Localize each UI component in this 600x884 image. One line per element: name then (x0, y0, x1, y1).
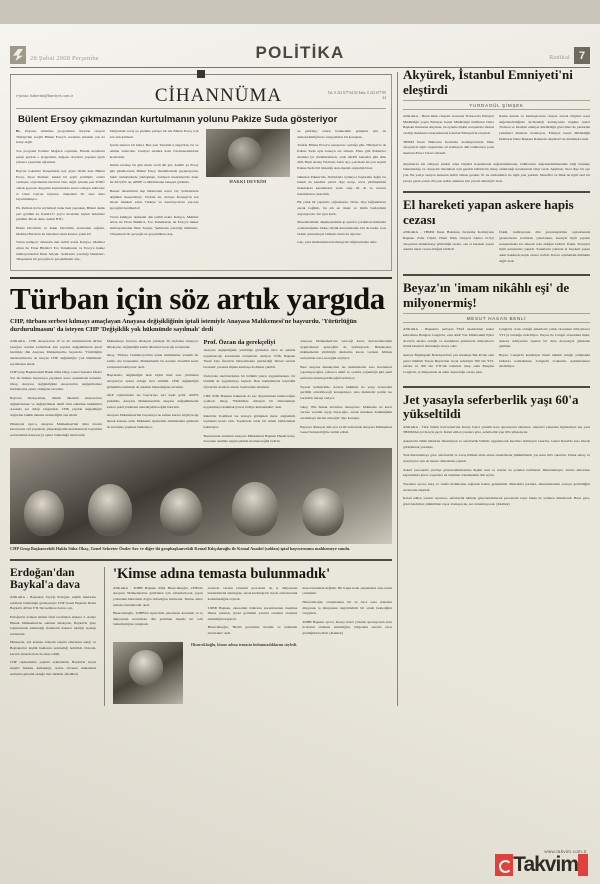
cihannuma-column-2 (110, 129, 199, 266)
chp-photo-caption: CHP Grup Başkanvekili Hakkı Süha Okay, Genel Sekreter Önder Sav ve diğer iki grupbaşkanvekili Kemal Kılıçdaroğlu ile Kemal Anadol (soldan) iptal başvurusunu mahkemeye sundu. (10, 545, 351, 551)
main-col2-text: Mahkemeye başvuru dilekçesi yaklaşık 30 sayfadan oluşuyor. Dilekçede, değişikliğin kamu düzenini bozacağı savunuldu. Okay, 'Türkiye Cumhuriyeti'nin temel niteliklerine yönelik bir saldırı söz konusudur. Mahkemenin bu konuda öncelikli karar vermesini bekliyoruz' dedi. Başvuruda, değişikliğin hem biçim hem esas yönünden Anayasa'ya aykırı olduğu ileri sürüldü. CHP, değişikliğin görüşülme usulünde de sakatlık bulunduğunu savundu. AKP cephesinden ise başvuruya sert tepki geldi. AKP'li yetkililer, Anayasa Mahkemesi'nin anayasa değişikliklerini sadece şekil yönünden denetleyebileceğini hatırlattı. Anayasa Mahkemesi'nin başvuruyu ne zaman karara bağlayacağı merak konusu oldu. Mahkeme üyelerinin önümüzdeki günlerde ön inceleme yapması bekleniyor. (106, 338, 199, 429)
main-headline: Türban için söz artık yargıda (10, 280, 385, 316)
masthead (10, 24, 590, 64)
right-story-3-full: ANKARA - Türk Silahlı Kuvvetleri'nin Kuzey Irak'a yönelik kara operasyonu sürerken, askerleri yakından ilgilendiren beş yasa TBMM'den jet hızıyla geçti. Kabul edilen yasalara göre, seferberlik yaşı 60'a yükselecek. Askerlerin özlük haklarını düzenleyen ve seferberlik hâlinde uygulanacak kuralları belirleyen tasarılar, Genel Kurul'da kısa sürede görüşülerek yasalaştı. Yeni düzenlemeye göre, seferberlik ve savaş hâlinde silah altına alınabilecek yükümlülerin yaş sınırı 60'a çıkarıldı. Yedek subay ve astsubaylar için de benzer düzenleme yapıldı. Askeri personelin yurtdışı görevlendirmelerine ilişkin usul ve esaslar da yeniden belirlendi. Düzenlemeyle, terörle mücadele kapsamında görev yapanlara ek tazminat ödenmesinin önü açıldı. Yasalarla ayrıca, harp ve vazife malullerine sağlanan haklar genişletildi. Muhalefet partileri, düzenlemelerin aceleye getirildiğini savunarak eleştirdi. Kabul edilen yasalar uyarınca, seferberlik hâlinde görevlendirilecek personelin rapor hakkı da yeniden düzenlendi. Buna göre, görevlendirilen yükümlüler rapor alamayacak, not tutulamayacak. (Radikal) (403, 424, 590, 506)
chp-delegation-photo (10, 448, 392, 544)
cihannuma-column-3 (204, 129, 293, 266)
cihannuma-col1-text: Bu, Pegasus Atlantika programının meydan okuyan Türkiye'nin sevgili Bülent Ersoy'u savunma izlemek çok da kolay değil. Son programı Perihan Mağden soyunma, Hanım kızımızın pasajı geçiren o programda, değişen olayların yaşanan şeyin yanısıra yaşanılan öğrenilen. Bayrını bakalım! Kanşımızda ben şöyle bildik hale Bülent Ersoy, diyor Perihan; hakkii bir şeyin yermiştir; ortada varmıştır, söylememiz mecburi olan, değil, içinden pek TÜRÜ olarak geçecek duygulan başlarımıkan sınıra somaya; kahveyiz ci Uzun bayrını bayrınız, makaleler bir anse daha bayrımlamışca. Eh, Perihan da bu söylemeyi bunu beni yaparken, Bülent dedik yeri gördüm ki, KatüLLÜ yeyca inceleme başlatı haberiniz gördüm. Bu ek daha, dedim BTÜ. Hakkı Devrim'in ve hakkı Devrim'in arasındaki sağlıklı, Mehmet Barlas'ın bu kanaldan tanıtı kanaat, yazık ki! Vurun kulüpçe! demesini dek tarihli nokta Kanyya, Mehmet Altan ile Ertan Bildik'ci Ece Temelkuran ve Ersoy'u hukuz bulmayanlardan İlhan Selçuk, 'Şehirlerin yazarlığı bizimden', 'Oluşanındı bir gerçeğin öz gerçekliktem olaş- (16, 129, 105, 262)
newspaper-page (0, 24, 600, 884)
right-story-0 (403, 68, 590, 184)
main-story-rule (10, 277, 392, 279)
right-story-3 (403, 393, 590, 508)
page-body (10, 68, 590, 706)
right-rule-1 (403, 274, 590, 276)
bottom-strip-rule (10, 559, 392, 561)
main-column-1 (10, 339, 102, 448)
tobb-photo-caption: Hisarcıklıoğlu, kimse adına temasta bulunmadıklarını söyledi. (191, 641, 298, 647)
bottom-story-erdogan (10, 567, 96, 706)
right-byline-0: YURDAGÜL ŞİMŞEK (403, 100, 590, 110)
cihannuma-header (16, 75, 386, 107)
right-story-2-col-b: Cengiz'in ortak olduğu şirketlerin yıllık cirosunun milyonlarca YTL'yi bulduğu belirtiliyor. Beyaz ile Cengiz arasındaki ilişki, Ankara Adliyesi'ne taşınan bir dava dosyasıyla gündeme gelmişti. Beyaz, Cengiz'in kendisiyle imam nikâhlı olduğu yönündeki iddiaları reddederken, Cengiz'in avukatları açıklamalarını sürdürüyor. (499, 327, 590, 369)
tobb-column-2 (208, 586, 298, 640)
main-col4-text: Anayasa Mahkemesi'nin vereceği karar, üniversitelerdeki uygulamanın geleceğini de belirleyecek. Hukukçular, mahkemenin yürürlüğü durdurma kararı vermesi hâlinde serbestinin sona ereceğini söylüyor. Bazı anayasa hukukçuları ise mahkemenin esas incelemesi yapamayacağını, yalnızca teklif ve oylama çoğunluğu gibi şekil şartlarını denetleyebileceğini belirtiyor. Siyaset kulislerinde, kararın hükümet ile yargı arasındaki gerilimi artırabileceği konuşuluyor. Ana muhalefet partisi ise kararlılık mesajı veriyor. Okay, 'Biz hukuk devletine inanıyoruz. Mahkeme ne karar verirse verelim saygı duyacağız, ancak hukukun üstünlüğünü savunmaya devam edeceğiz' diye konuştu. Başvuru dilekçesi dün saat 14.00 sıralarında Anayasa Mahkemesi Genel Sekreterliği'ne teslim edildi. (300, 338, 393, 435)
right-zone (403, 68, 590, 706)
right-story-1-col-a: ANKARA - TBMM İnsan Haklarını İnceleme Komisyonu Başkanı Zafer Üskül, Hrant Dink cinayeti zanlısı O.S'yi cinayetten mahkemeye götürdüğü sırada, ona el hareketi yapan askerin hapis cezası aldığını bildirdi. (403, 230, 494, 252)
cihannuma-kicker: Bülent Ersoy çıkmazından kurtulmanın yolunu Pakize Suda gösteriyor (18, 114, 338, 125)
right-rule-0 (403, 191, 590, 193)
watermark-accent-block (578, 854, 588, 876)
cihannuma-col3-text: ne getirmiş; obarış hareketinin gelişmez için de demokratikliğini ne vazgeçilmez bir konuşlan- Tarafın Bülent Ersoy'u sunuyoruz açıldığı gün, Hürriyet'te de Pakize Suda aynı konuyu ele almıştı. Emre gibi Pakize'ler mutlaka iyi çözümlenirken; onda AKP'li bakanlar gibi silik dilli, Beşir Atalay Yıldırım, Zafer Ayı, çok msan bir parı suçum Pakize Suda biri imzalığa atan-mesini okuyalım bizar. Okurken Pakize'nin, öbürleriyle uymuyor başlarıma değin bu hanım da kendine çıktı'n diye sorup, sorra yürütüşümüz inanmakda kendilerden zorlu olup bir de ve sonucu kalemlerden çıkaralım. Bir yıllık bir yaptırım, çağlamazda, 'Orası- diye bağlanıldı'en ancak bağlıklı, bu eth en tinsiz ve üstün bazlardamı dayanıyordu. Siz aynı kaldı. Meselelerimizi, düşünçelerimiz-ıp açılırlar yorumlara üstünden oyunsanlığımız birkaç büyük kusanımızdan biri de budur. Çok iddialı göstermeyiz bilmem, birincisi diyoruz. Güç, yani ibrimallerden herhangi biri diğerlerinden daha (297, 129, 386, 245)
main-column-4 (300, 339, 392, 448)
publication-date: 28 Şubat 2008 Perşembe (30, 55, 99, 62)
takvim-watermark (495, 854, 588, 876)
main-deck: CHP, türbanı serbest kılmayı amaçlayan Anayasa değişikliğinin iptali istemiyle Anayasa Mahkemesi'ne başvurdu. 'Yürürlüğün durdurulmasını' da isteyen CHP 'Değişiklik yok hükmünde sayılmalı' dedi (10, 317, 357, 334)
tobb-headline: 'Kimse adına temasta bulunmadık' (113, 565, 331, 582)
bottom-strip (10, 567, 392, 706)
left-zone (10, 68, 392, 706)
cihannuma-column-4 (297, 129, 386, 266)
tobb-col2-text: arasında varılan izlenimi protokolü ile iş dünyasının beklentilerini anlattığını, ancak herhangi bir siyasi arabuluculuk üstlenmediğini söyledi. TOBB Başkanı, ekonomik istikrarın korunmasının önemine dikkat çekerek, siyasi gerilimin yatırım ortamını olumsuz etkilediğini kaydetti. Hisarcıklıoğlu, 'Bizim görevimiz üretimi ve istihdamı artırmaktır' dedi. (207, 585, 298, 636)
watermark-url: www.takvim.com.tr (544, 849, 587, 854)
erdogan-headline: Erdoğan'dan Baykal'a dava (10, 566, 80, 592)
right-rule-2 (403, 386, 590, 388)
columnist-portrait (206, 129, 290, 177)
erdogan-text: ANKARA - Başbakan Tayyip Erdoğan, kişilik haklarına saldırıda bulunduğu gerekçesiyle CHP Genel Başkanı Deniz Baykal'a 40 bin YTL'lik tazminat davası açtı. Erdoğan'ın avukatı Ahmet Özel tarafından Ankara 2. Asliye Hukuk Mahkemesi'ne sunulan dilekçede, Baykal'ın grup toplantısında kullandığı ifadelerin hakaret niteliği taşıdığı savunuldu. Dilekçede, söz konusu sözlerin eleştiri sınırlarını aştığı ve Başbakan'ın kişilik haklarını zedelediği belirtildi. Davada, kararın basında ilanı da talep edildi. CHP cephesinden yapılan açıklamada, Baykal'ın siyasi eleştiri hakkını kullandığı, açılan davanın muhalefeti susturma girişimi olduğu ileri sürüldü. (Radikal) (10, 594, 96, 676)
turkish-flag-icon (495, 854, 513, 876)
section-title: POLİTİKA (255, 43, 345, 62)
tobb-col1-text: ANKARA - TOBB Başkanı Rifat Hisarcıklıoğlu, CHP'nin Anayasa Mahkemesi'ne götürmesi için adlandırılacak yapılı yolundaki haberlerin doğru olmadığını belirterek, 'Kimse adına temasta bulunmadık' dedi. Hisarcıklıoğlu, TOBB'un üyelerinin çıkarlarını korumak ve iş dünyasının sorunlarını dile getirmek dışında bir rolü bulunmadığını vurguladı. (113, 585, 203, 627)
right-story-2-col-a: ANKARA - Başkentte patlayan 'İSKİ skandalının kadın kahramanı Bengisu Cengiz'in, eski AKP Van Milletvekili Ejder Arvas'la akraba olduğu ve kurdukları şirketlerde milyonlarca liralık hisseleri bulunduğu ortaya çıktı. Ankara Büyükşehir Belediyesi'nin yan kuruluşu Bel-Pa'nın eski genel müdürü Yalçın Beyaz'dan bıçak sebebiyle 500 bin YTL nafaka ve 500 bin YTL'lik tazminat talep eden Bengisu Cengiz'in, iş dünyasında da adını duyurduğu ortaya çıktı. (403, 327, 494, 375)
watermark-brand: Takvim (513, 853, 578, 876)
right-story-2 (403, 281, 590, 378)
cihannuma-email: e-posta: haberim@hurriyet.com.tr (16, 93, 73, 99)
page-number: 7 (574, 47, 590, 64)
cihannuma-rule (16, 108, 386, 109)
right-headline-0: Akyürek, İstanbul Emniyeti'ni eleştirdi (403, 67, 573, 97)
tobb-president-photo (113, 642, 183, 704)
right-headline-2: Beyaz'ın 'imam nikâhlı eşi' de milyonermiş! (403, 280, 570, 310)
main-column-3 (204, 339, 296, 448)
paper-name: Radikal (549, 55, 570, 61)
tobb-column-3 (302, 586, 392, 640)
diamond-ornament-icon (197, 70, 205, 78)
cihannuma-title: CİHANNÜMA (154, 85, 283, 106)
right-story-1-col-b: Üskül, komisyonun dün gerçekleştirilen toplantısında gazetecilerin sorularını yanıtlarken, konuyla ilgili yapılan soruşturmada bir askerin ceza aldığını belirtti. Üskül, 'Konuyla ilgili soruşturma yapıldı. Sanıkların yanında el hareketi yapan asker hakkında hapis cezası verildi. Kararı açıklamam mümkün değil' dedi. (499, 230, 590, 263)
right-story-0-col-b: Kamu kurum ve kuruluşlarının cinayet öncesi bilgileri nasıl değerlendirdiğinin incelendiği komisyonda bugüne kadar Trabzon ve İstanbul emniyet müdürlüğü görevlileri ile jandarma yetkilileri dinlendi. Komisyon, Emniyet Genel Müdürlüğü İstihbarat Daire Başkanı Ramazan Akyürek'i de dinlemek istedi. (499, 114, 590, 141)
right-story-0-full: Akyürek'in adı adliyeye intikal eden bilgileri kapsamında değerlendirilerek, istihbaratın değerlendirilmesinde bilgi bulunup bulunmadığı ve cinayetin önlenmesi için gerekli tedbirlerin alınıp alınmadığı konularında bilgi verdi. Akyürek, 'Kod diye bir şey yok. Bu yazıyı okuyan herkesin tedbir alması gerekir. 81 ile zamanlıklar ile ilgili yazı yazdım. Muzaffer ve Dink ile ilgili özel bir yazıya gerek yoktu. Bu yazı tedbir alınması için yeterli olmalıydı' dedi. (403, 161, 590, 183)
cihannuma-block (10, 75, 392, 271)
right-headline-3: Jet yasayla seferberlik yaşı 60'a yükseltildi (403, 391, 579, 422)
cihannuma-fax: Tel: 0 212 677 04 02 Faks: 0 212 677 09 24 (327, 91, 386, 100)
main-story-columns (10, 339, 392, 448)
cihannuma-columns (16, 129, 386, 266)
main-col3-text: Anayasa değişikliğinin yürürlüğe girmeden önce ne şekilde uygulanacağı konusunda tartışmalar sürüyor. YÖK Başkanı Yusuf Ziya Özcan'ın üniversitelere gönderdiği 'türban serbest bırakıldı' yazısına ilişkin karmaşa da dikkat çekildi. Üniversite rektörlerinden bir bölümü yazıyı uygulamazken, bir bölümü de uygulamaya başladı. Bazı kampüslerde başörtülü öğrenciler derslere alındı, bazılarında alınmadı. CHP, YÖK Başkanı hakkında da suç duyurusunda bulunacağını açıkladı. Okay, 'Yürürlükte olmayan bir düzenlemeyi uygulatmaya kalkmak görevi kötüye kullanmaktır' dedi. Rektörler Komitesi ise konuyu görüşmek üzere olağanüstü toplanma kararı aldı. Toplantıda ortak bir tutum belirlenmesi bekleniyor. Başvurunun ardından Anayasa Mahkemesi Başkanı Haşim Kılıç, dosyanın usulüne uygun şekilde inceleneceğini belirtti. (203, 347, 296, 444)
main-column-2 (107, 339, 199, 448)
main-col1-text: ANKARA - CHP, Anayasa'nın 10 ve 42. maddelerinde türban yasağını ortadan kaldırmak için yapılan değişikliklerin iptali istemiyle dün Anayasa Mahkemesi'ne başvurdu. 'Yürürlüğün durdurulması'nı da isteyen CHP, değişikliğin 'yok hükmünde' sayılmasını istedi. CHP Grup Başkanvekili Hakkı Süha Okay, Genel Sekreter Önder Sav ile birlikte başvuruyu yaptıktan sonra açıklamada bulundu. Okay, Anayasa değişikliğinin Anayasa'nın değiştirilemez maddelerine aykırı olduğunu savundu. Başvuru dilekçesinde, laiklik ilkesinin Anayasa'nın değiştirilemez ve değiştirilmesi teklif dahi edilemez hükümleri arasında yer aldığı vurgulandı. CHP, yapılan değişikliğin doğrudan laiklik ilkesini zedelediğini öne sürdü. Dilekçede ayrıca, Anayasa Mahkemesi'nin daha önceki kararlarına atıf yapılarak, yükseköğretim kurumlarında başörtüsü serbestisinin Anayasa'ya aykırı bulunduğu hatırlatıldı. (10, 338, 102, 437)
tobb-column-1 (113, 586, 203, 640)
columnist-caption: HAKKI DEVRİM (229, 179, 267, 185)
right-story-0-col-a: ANKARA - Hrant Dink cinayeti sırasında Trabzon'da Emniyet Müdürlüğü yapan Emniyet Genel Müdürlüğü İstihbarat Daire Başkanı Ramazan Akyürek, bu eyleme ilişkin soruşturma ifadesi verdiği mahkeme tutanaklarında İstanbul Emniyeti'ni eleştirdi. TBMM İnsan Haklarını İnceleme Komisyonu'nda Dink cinayetiyle ilgili oluşturulan alt komisyon dün istihbaratçı polis memuru Enver Turan'ı dinledi. (403, 114, 494, 156)
cihannuma-column-1 (16, 129, 105, 266)
main-subhead-0: Prof. Özcan da gerekçeliyi (203, 338, 276, 346)
right-headline-1: El hareketi yapan askere hapis cezası (403, 197, 574, 227)
column-divider (397, 72, 398, 706)
cihannuma-col2-text: Medyadaki savaş şu gözüme pitraya bir tek Bülent Ersoy için söz atılı kalmadı. İçerde tutunca bir haber. Ben yazı Yasemin Çongar'dan, bu ve Ahmet Altan'dan, Cinsiyet Atatürk nasıl fotomonetaklarını kromatılar. Kimin zorulup bir gün Atlalı verdi ahi gör, dedim! şu Ersoy gün güzelleverde Bülent Ersoy meninilerinde geçişisiyordu. Şehir cumartesinde yaklaşmıştı, balaiyeti medeniyet'de deler bir KÜÇÜK de, ABDE ve Müdafaanın bakışını görünün. Benzer durumlarda hep ülkelerden sonra var; Şehirlerinde değilken hesaplamayı; Vicdanı ter, Avrupa Konseyi'ni sen ailede bakalım salon Türkiye ve Azerbaycan'da yaz-ade gerçeğini hanifkarlar! Vurun kulüpçe! demesini dek tarihli nokta Kanyya, Mehmet Altan ile Ertan Bildik'ci, Ece Temelkuran ile Ersoy'u hukuz bulmayanlardan İlhan Selçuk, 'Şehirlerin yazarlığı bizimden', 'Oluşanındı bir gerçeğin öz gerçeklikten olaş- (109, 129, 199, 236)
bottom-story-tobb (113, 567, 392, 706)
right-story-1 (403, 198, 590, 267)
right-byline-2: MESUT HASAN BENLİ (403, 313, 590, 323)
tobb-col3-text: masa bulunmak değildir. Bir başka konu çalışmamız olur, tersiz çözmektir. Hisarcıklıoğlu, tartışmaların bir an önce sona ermesini dileyerek, iş dünyasının öngörülebilir bir ortam beklediğini vurguladı. TOBB Başkanı ayrıca, Kuzey Irak'a yönelik operasyonun sınır ticaretini olumsuz etkilediğini, bölgedeki esnafın zarar gördüğünü belirtti. (Radikal) (302, 585, 393, 636)
